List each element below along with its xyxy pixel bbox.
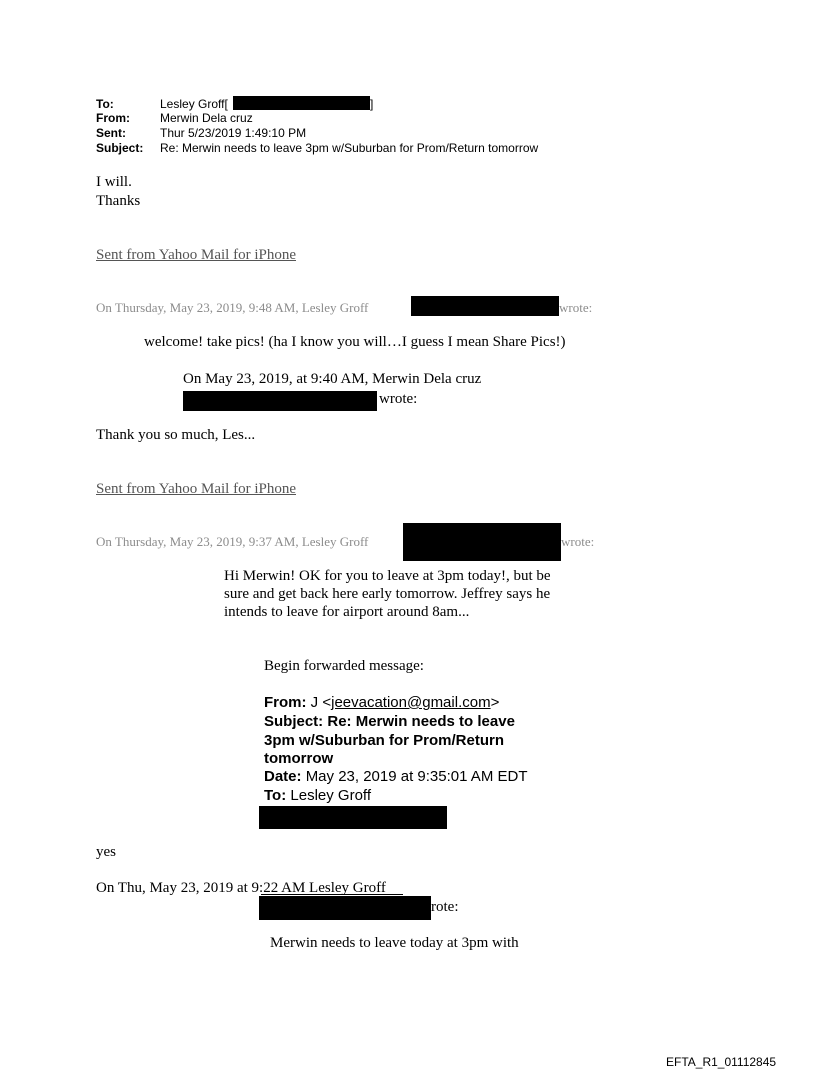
forwarded-subject-cont [264,750,333,767]
underline-divider [261,894,403,895]
redaction-bar [403,523,561,561]
quote-wrote: rote: [431,899,459,915]
quote-wrote: wrote: [559,300,593,315]
reply-line: Thanks [96,193,141,209]
forwarded-subject-cont [264,732,504,749]
forwarded-begin: Begin forwarded message: [264,658,424,674]
yahoo-signature-link[interactable]: Sent from Yahoo Mail for iPhone [96,247,296,263]
quote-body: welcome! take pics! (ha I know you will…I guess I mean Share Pics!) [144,334,566,350]
reply-line: I will. [96,174,132,190]
forwarded-from-label: From: [264,694,307,711]
sent-value: Thur 5/23/2019 1:49:10 PM [160,126,307,140]
forwarded-to-value: Lesley Groff [290,787,371,804]
quote-body-line: intends to leave for airport around 8am... [224,604,470,620]
quote-wrote: wrote: [561,534,595,549]
yahoo-signature-link[interactable]: Sent from Yahoo Mail for iPhone [96,481,296,497]
forwarded-to [264,787,371,804]
redaction-bar [183,391,377,411]
forwarded-date-label: Date: [264,768,302,785]
to-label: To: [96,97,114,111]
bates-number: EFTA_R1_01112845 [666,1055,777,1069]
redaction-bar [259,806,447,829]
subject-value: Re: Merwin needs to leave 3pm w/Suburban for Prom/Return tomorrow [160,141,539,155]
quote-intro: On Thu, May 23, 2019 at 9:22 AM Lesley Groff [96,880,386,896]
forwarded-from-email-link[interactable]: jeevacation@gmail.com [331,694,491,711]
redaction-bar [411,296,559,316]
quote-intro: On Thursday, May 23, 2019, 9:37 AM, Lesley Groff [96,534,369,549]
from-value: Merwin Dela cruz [160,111,253,125]
nested-quote-wrote: wrote: [379,391,418,407]
subject-label: Subject: [96,141,144,155]
quote-intro: On Thursday, May 23, 2019, 9:48 AM, Lesley Groff [96,300,369,315]
to-value: Lesley Groff[ [160,97,228,111]
quote-body: Merwin needs to leave today at 3pm with [270,935,519,951]
quote-body-line: Hi Merwin! OK for you to leave at 3pm today!, but be [224,568,551,584]
forwarded-subject-line: 3pm w/Suburban for Prom/Return [264,732,505,749]
forwarded-date-value: May 23, 2019 at 9:35:01 AM EDT [305,768,528,785]
forwarded-from-close: > [490,694,500,711]
forwarded-subject-label: Subject: [264,713,324,730]
quote-body-line: sure and get back here early tomorrow. Jeffrey says he [224,586,551,602]
forwarded-to-label: To: [264,787,287,804]
reply-line: yes [96,844,116,860]
redaction-bar [259,896,431,920]
nested-quote-intro: On May 23, 2019, at 9:40 AM, Merwin Dela cruz [183,371,482,387]
forwarded-from-name: J < [310,694,332,711]
redaction-bar [233,96,370,110]
forwarded-subject-line: Re: Merwin needs to leave [327,713,515,730]
to-close: ] [370,97,374,111]
forwarded-subject [264,713,515,730]
sent-label: Sent: [96,126,126,140]
reply-line: Thank you so much, Les... [96,427,256,443]
forwarded-from [264,694,499,711]
forwarded-subject-line: tomorrow [264,750,334,767]
from-label: From: [96,111,130,125]
forwarded-date [264,768,527,785]
